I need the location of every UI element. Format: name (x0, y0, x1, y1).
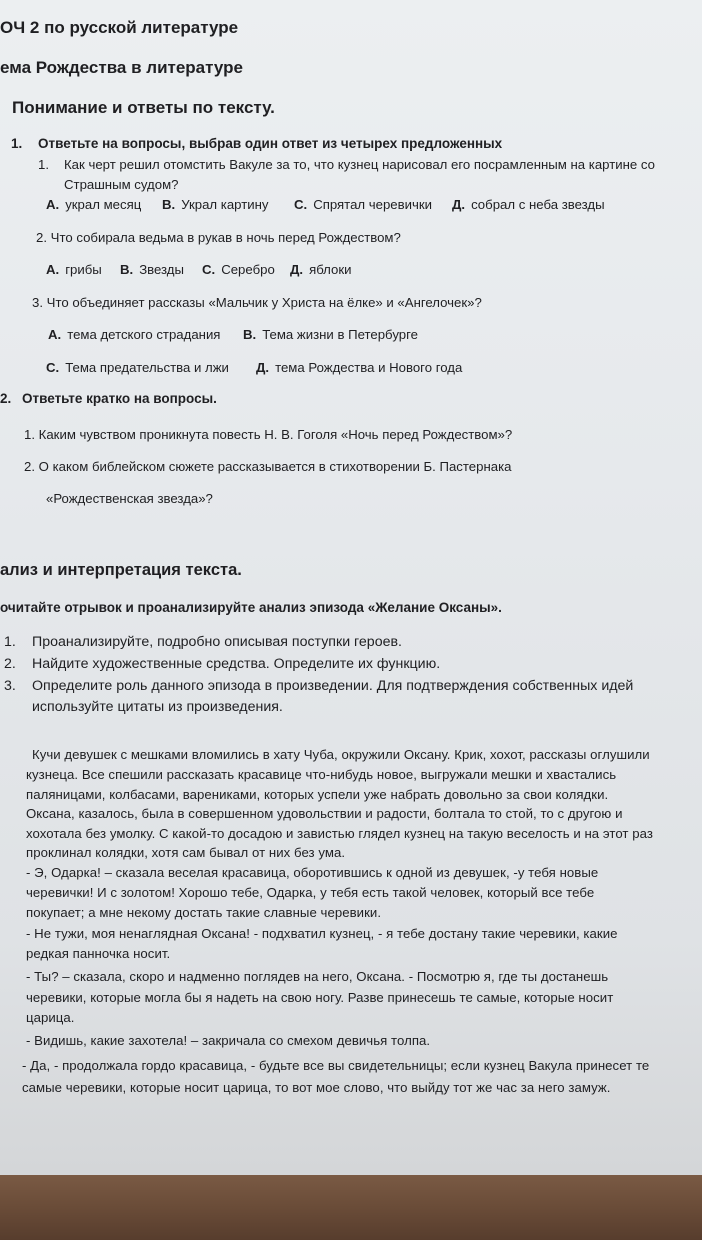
excerpt-line: Кучи девушек с мешками вломились в хату Чуба, окружили Оксану. Крик, хохот, рассказы оглушили (32, 747, 650, 762)
excerpt-line: проклинал колядки, хотя сам бывал от них без ума. (26, 845, 346, 860)
excerpt-line: - Э, Одарка! – сказала веселая красавица, оборотившись к одной из девушек, -у тебя новые (26, 865, 599, 880)
excerpt-line: - Не тужи, моя ненаглядная Оксана! - подхватил кузнец, - я тебе достану такие черевики, какие (26, 926, 618, 941)
analysis-item-3: Определите роль данного эпизода в произведении. Для подтверждения собственных идей (32, 678, 634, 694)
analysis-item-2: Найдите художественные средства. Определите их функцию. (32, 656, 441, 672)
wooden-table-surface (0, 1175, 702, 1240)
question-2-option-b: В. Звезды (120, 262, 184, 277)
excerpt-line: - Ты? – сказала, скоро и надменно поглядев на него, Оксана. - Посмотрю я, где ты достанешь (26, 969, 609, 984)
question-1-option-b: В. Украл картину (162, 197, 269, 212)
excerpt-line: черевички! И с золотом! Хорошо тебе, Одарка, у тебя есть такой человек, который все тебе (26, 885, 595, 900)
question-1-text: Как черт решил отомстить Вакуле за то, что кузнец нарисовал его посрамленным на картине со (64, 157, 655, 172)
analysis-item-1: Проанализируйте, подробно описывая поступки героев. (32, 634, 402, 650)
question-2-text: 2. Что собирала ведьма в рукав в ночь перед Рождеством? (36, 230, 401, 245)
task2-question-2-cont: «Рождественская звезда»? (46, 491, 213, 506)
question-3-option-c: С. Тема предательства и лжи (46, 360, 229, 375)
task2-question-1: 1. Каким чувством проникнута повесть Н. В. Гоголя «Ночь перед Рождеством»? (24, 427, 513, 442)
excerpt-line: кузнеца. Все спешили рассказать красавице что-нибудь новое, выгружали мешки и хвастались (26, 767, 617, 782)
question-1-text-cont: Страшным судом? (64, 177, 179, 192)
analysis-item-3-cont: используйте цитаты из произведения. (32, 699, 283, 715)
task1-heading: Ответьте на вопросы, выбрав один ответ из четырех предложенных (38, 136, 503, 151)
analysis-item-2-number: 2. (4, 656, 16, 672)
analysis-instruction: очитайте отрывок и проанализируйте анализ эпизода «Желание Оксаны». (0, 600, 502, 615)
question-3-text: 3. Что объединяет рассказы «Мальчик у Христа на ёлке» и «Ангелочек»? (32, 295, 482, 310)
analysis-item-3-number: 3. (4, 678, 16, 694)
excerpt-line: царица. (26, 1010, 75, 1025)
question-3-option-d: Д. тема Рождества и Нового года (256, 360, 463, 375)
question-1-number: 1. (38, 157, 49, 172)
excerpt-line: покупает; а мне некому достать такие славные черевики. (26, 905, 382, 920)
question-3-option-a: А. тема детского страдания (48, 327, 221, 342)
question-1-option-c: С. Спрятал черевички (294, 197, 433, 212)
task2-question-2: 2. О каком библейском сюжете рассказывается в стихотворении Б. Пастернака (24, 459, 512, 474)
task1-number: 1. (11, 136, 23, 151)
question-1-option-a: А. украл месяц (46, 197, 142, 212)
task2-number: 2. (0, 391, 12, 406)
excerpt-line: самые черевики, которые носит царица, то вот мое слово, что выйду тот же час за него замуж. (22, 1080, 611, 1095)
task2-heading: Ответьте кратко на вопросы. (22, 391, 217, 406)
document-title: ОЧ 2 по русской литературе (0, 18, 239, 37)
question-3-option-b: В. Тема жизни в Петербурге (243, 327, 418, 342)
excerpt-line: редкая панночка носит. (26, 946, 171, 961)
question-1-option-d: Д. собрал с неба звезды (452, 197, 605, 212)
excerpt-line: паляницами, колбасами, варениками, которых успели уже набрать довольно за свои колядки. (26, 787, 609, 802)
question-2-option-a: А. грибы (46, 262, 102, 277)
section-heading-understanding: Понимание и ответы по тексту. (12, 98, 275, 117)
section-heading-analysis: ализ и интерпретация текста. (0, 561, 242, 579)
excerpt-line: - Видишь, какие захотела! – закричала со смехом девичья толпа. (26, 1033, 431, 1048)
document-subtitle: ема Рождества в литературе (0, 58, 243, 77)
excerpt-line: Оксана, казалось, была в совершенном удовольствии и радости, болтала то стой, то с другою и (26, 806, 623, 821)
excerpt-line: - Да, - продолжала гордо красавица, - будьте все вы свидетельницы; если кузнец Вакула принесет те (22, 1058, 650, 1073)
question-2-option-d: Д. яблоки (290, 262, 352, 277)
analysis-item-1-number: 1. (4, 634, 16, 650)
question-2-option-c: С. Серебро (202, 262, 275, 277)
excerpt-line: черевики, которые могла бы я надеть на свою ногу. Разве принесешь те самые, которые носит (26, 990, 614, 1005)
excerpt-line: хохотала без умолку. С какой-то досадою и завистью глядел кузнец на такую веселость и на этот раз (26, 826, 653, 841)
